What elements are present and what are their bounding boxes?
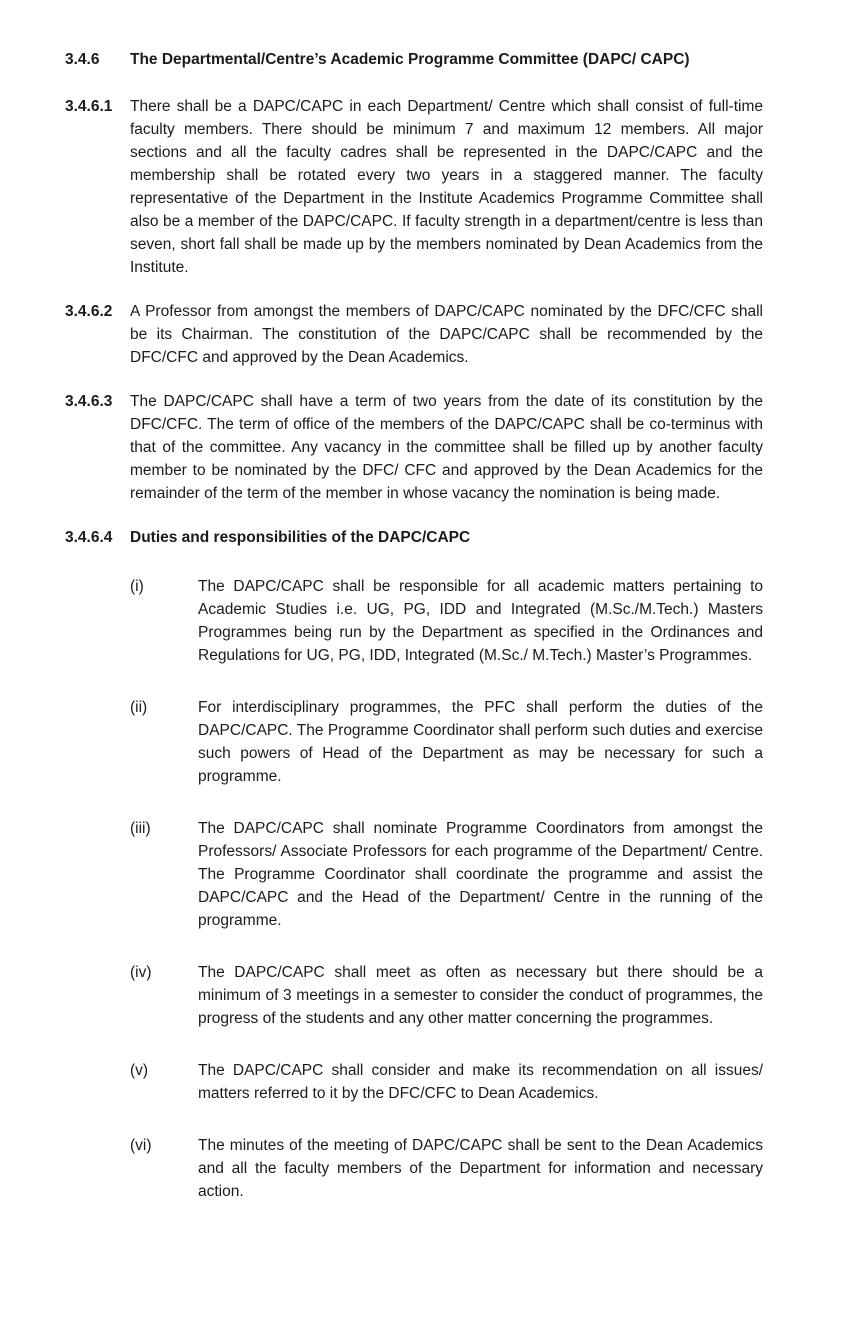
list-item-iii [130,817,763,932]
section-3-4-6-4 [65,526,763,549]
list-item-text: For interdisciplinary programmes, the PFC shall perform the duties of the DAPC/CAPC. The Programme Coordinator shall perform such duties and exercise such powers of Head of the Department as may be necessary for such a programme. [198,699,763,785]
section-number: 3.4.6.1 [65,98,113,115]
list-item-vi [130,1134,763,1203]
list-item-i [130,575,763,667]
section-number: 3.4.6.2 [65,303,113,320]
list-item-v [130,1059,763,1105]
duties-list [130,575,763,1203]
list-item-iv [130,961,763,1030]
list-item-marker: (iii) [130,820,151,837]
list-item-text: The DAPC/CAPC shall meet as often as necessary but there should be a minimum of 3 meetings in a semester to consider the conduct of programmes, the progress of the students and any other matter concerning the programmes. [198,964,763,1027]
section-paragraph: There shall be a DAPC/CAPC in each Department/ Centre which shall consist of full-time faculty members. There should be minimum 7 and maximum 12 members. All major sections and all the faculty cadres shall be represented in the DAPC/CAPC and the membership shall be rotated every two years in a staggered manner. The faculty representative of the Department in the Institute Academics Programme Committee shall also be a member of the DAPC/CAPC. If faculty strength in a department/centre is less than seven, short fall shall be made up by the members nominated by Dean Academics from the Institute. [130,98,763,276]
section-heading-text: Duties and responsibilities of the DAPC/CAPC [130,529,471,546]
section-3-4-6-1 [65,95,763,279]
list-item-ii [130,696,763,788]
list-item-text: The DAPC/CAPC shall consider and make its recommendation on all issues/ matters referred to it by the DFC/CFC to Dean Academics. [198,1062,763,1102]
section-number: 3.4.6.3 [65,393,113,410]
list-item-marker: (v) [130,1062,149,1079]
section-3-4-6-2 [65,300,763,369]
list-item-marker: (ii) [130,699,148,716]
section-number: 3.4.6.4 [65,529,113,546]
section-heading-text: The Departmental/Centre’s Academic Programme Committee (DAPC/ CAPC) [130,51,690,68]
section-3-4-6 [65,48,763,71]
section-paragraph: A Professor from amongst the members of DAPC/CAPC nominated by the DFC/CFC shall be its Chairman. The constitution of the DAPC/CAPC shall be recommended by the DFC/CFC and approved by the Dean Academics. [130,303,763,366]
list-item-marker: (vi) [130,1137,152,1154]
list-item-marker: (i) [130,578,144,595]
list-item-text: The minutes of the meeting of DAPC/CAPC shall be sent to the Dean Academics and all the faculty members of the Department for information and necessary action. [198,1137,763,1200]
list-item-marker: (iv) [130,964,152,981]
list-item-text: The DAPC/CAPC shall be responsible for all academic matters pertaining to Academic Studies i.e. UG, PG, IDD and Integrated (M.Sc./M.Tech.) Masters Programmes being run by the Department as specified in the Ordinances and Regulations for UG, PG, IDD, Integrated (M.Sc./ M.Tech.) Master’s Programmes. [198,578,763,664]
section-3-4-6-3 [65,390,763,505]
list-item-text: The DAPC/CAPC shall nominate Programme Coordinators from amongst the Professors/ Associate Professors for each programme of the Department/ Centre. The Programme Coordinator shall coordinate the programme and assist the DAPC/CAPC and the Head of the Department/ Centre in the running of the programme. [198,820,763,929]
section-number: 3.4.6 [65,51,100,68]
section-paragraph: The DAPC/CAPC shall have a term of two years from the date of its constitution by the DFC/CFC. The term of office of the members of the DAPC/CAPC shall be co-terminus with that of the committee. Any vacancy in the committee shall be filled up by another faculty member to be nominated by the DFC/ CFC and approved by the Dean Academics for the remainder of the term of the member in whose vacancy the nomination is being made. [130,393,763,502]
